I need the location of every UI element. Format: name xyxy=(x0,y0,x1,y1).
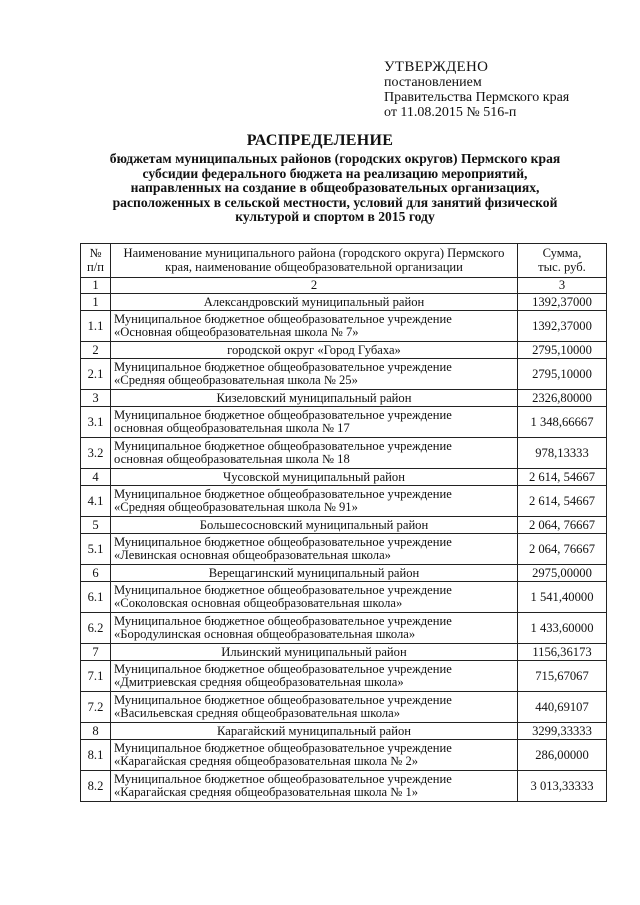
school-row xyxy=(81,661,607,692)
row-sum: 2 614, 54667 xyxy=(518,486,607,517)
school-row xyxy=(81,692,607,723)
name-line: «Левинская основная общеобразовательная школа» xyxy=(114,548,391,563)
row-sum: 2 064, 76667 xyxy=(518,517,607,534)
approval-block xyxy=(384,60,569,120)
district-row xyxy=(81,469,607,486)
name-line: Муниципальное бюджетное общеобразовательное учреждение xyxy=(114,662,452,676)
school-name xyxy=(111,438,518,469)
name-line: «Средняя общеобразовательная школа № 91» xyxy=(114,500,358,515)
row-number: 6.1 xyxy=(81,582,111,613)
name-line: Большесосновский муниципальный район xyxy=(199,517,429,532)
row-sum: 2975,00000 xyxy=(518,565,607,582)
distribution-table xyxy=(80,243,607,802)
row-sum: 1 541,40000 xyxy=(518,582,607,613)
row-number: 8.2 xyxy=(81,771,111,802)
row-sum: 715,67067 xyxy=(518,661,607,692)
row-sum: 2795,10000 xyxy=(518,342,607,359)
name-line: Муниципальное бюджетное общеобразовательное учреждение xyxy=(114,360,452,374)
school-row xyxy=(81,740,607,771)
row-number: 3.1 xyxy=(81,407,111,438)
school-row xyxy=(81,582,607,613)
subtitle-line: бюджетам муниципальных районов (городских округов) Пермского края xyxy=(109,151,561,166)
row-sum: 1 433,60000 xyxy=(518,613,607,644)
name-line: Ильинский муниципальный район xyxy=(221,644,407,659)
name-line: Верещагинский муниципальный район xyxy=(208,565,420,580)
row-number: 6 xyxy=(81,565,111,582)
name-line: «Дмитриевская средняя общеобразовательная школа» xyxy=(114,675,404,690)
row-sum: 2 614, 54667 xyxy=(518,469,607,486)
name-line: Муниципальное бюджетное общеобразовательное учреждение xyxy=(114,614,452,628)
name-line: «Карагайская средняя общеобразовательная школа № 2» xyxy=(114,754,419,769)
district-name xyxy=(111,294,518,311)
school-name xyxy=(111,486,518,517)
document-title: РАСПРЕДЕЛЕНИЕ xyxy=(246,132,394,149)
row-sum: 440,69107 xyxy=(518,692,607,723)
school-row xyxy=(81,438,607,469)
school-row xyxy=(81,486,607,517)
row-number: 6.2 xyxy=(81,613,111,644)
header-sum-line: тыс. руб. xyxy=(538,259,586,274)
row-sum: 2326,80000 xyxy=(518,390,607,407)
school-name xyxy=(111,534,518,565)
name-line: Муниципальное бюджетное общеобразовательное учреждение xyxy=(114,535,452,549)
school-row xyxy=(81,311,607,342)
header-sum xyxy=(518,244,607,278)
row-sum: 1392,37000 xyxy=(518,311,607,342)
subtitle-line: направленных на создание в общеобразовательных организациях, xyxy=(130,180,540,196)
school-name xyxy=(111,311,518,342)
school-row xyxy=(81,407,607,438)
column-index-cell: 1 xyxy=(81,278,111,294)
district-row xyxy=(81,342,607,359)
table-header-row xyxy=(81,244,607,278)
name-line: основная общеобразовательная школа № 18 xyxy=(114,452,350,467)
row-number: 3.2 xyxy=(81,438,111,469)
name-line: «Бородулинская основная общеобразовательная школа» xyxy=(114,627,416,642)
school-name xyxy=(111,407,518,438)
subtitle-line: субсидии федерального бюджета на реализацию мероприятий, xyxy=(142,165,528,181)
district-name xyxy=(111,565,518,582)
name-line: Муниципальное бюджетное общеобразовательное учреждение xyxy=(114,487,452,501)
row-number: 7 xyxy=(81,644,111,661)
school-row xyxy=(81,534,607,565)
district-row xyxy=(81,517,607,534)
row-number: 2 xyxy=(81,342,111,359)
name-line: Муниципальное бюджетное общеобразовательное учреждение xyxy=(114,583,452,597)
row-number: 7.1 xyxy=(81,661,111,692)
school-name xyxy=(111,692,518,723)
approval-resolution-label: постановлением xyxy=(384,75,482,90)
row-sum: 1 348,66667 xyxy=(518,407,607,438)
name-line: «Васильевская средняя общеобразовательная школа» xyxy=(114,706,401,721)
name-line: «Основная общеобразовательная школа № 7» xyxy=(114,325,359,340)
name-line: Муниципальное бюджетное общеобразовательное учреждение xyxy=(114,693,452,707)
column-index-row xyxy=(81,278,607,294)
school-name xyxy=(111,661,518,692)
school-name xyxy=(111,582,518,613)
header-sum-line: Сумма, xyxy=(542,246,582,261)
row-sum: 2 064, 76667 xyxy=(518,534,607,565)
name-line: «Карагайская средняя общеобразовательная школа № 1» xyxy=(114,785,419,800)
name-line: Муниципальное бюджетное общеобразовательное учреждение xyxy=(114,408,452,422)
name-line: Кизеловский муниципальный район xyxy=(216,390,412,405)
school-name xyxy=(111,359,518,390)
district-name xyxy=(111,469,518,486)
district-row xyxy=(81,390,607,407)
column-index-cell: 3 xyxy=(518,278,607,294)
row-sum: 3 013,33333 xyxy=(518,771,607,802)
row-number: 7.2 xyxy=(81,692,111,723)
district-row xyxy=(81,294,607,311)
name-line: Муниципальное бюджетное общеобразовательное учреждение xyxy=(114,439,452,453)
header-num xyxy=(81,244,111,278)
row-sum: 1392,37000 xyxy=(518,294,607,311)
table-body xyxy=(81,244,607,802)
row-number: 3 xyxy=(81,390,111,407)
row-number: 8 xyxy=(81,723,111,740)
row-sum: 978,13333 xyxy=(518,438,607,469)
district-name xyxy=(111,517,518,534)
district-name xyxy=(111,723,518,740)
approval-date-number: от 11.08.2015 № 516-п xyxy=(384,105,517,120)
row-number: 8.1 xyxy=(81,740,111,771)
school-row xyxy=(81,771,607,802)
row-sum: 286,00000 xyxy=(518,740,607,771)
name-line: Муниципальное бюджетное общеобразовательное учреждение xyxy=(114,741,452,755)
school-name xyxy=(111,771,518,802)
name-line: «Средняя общеобразовательная школа № 25» xyxy=(114,373,358,388)
school-row xyxy=(81,359,607,390)
row-sum: 3299,33333 xyxy=(518,723,607,740)
name-line: Чусовской муниципальный район xyxy=(223,469,405,484)
school-name xyxy=(111,613,518,644)
district-name xyxy=(111,644,518,661)
row-sum: 2795,10000 xyxy=(518,359,607,390)
name-line: Александровский муниципальный район xyxy=(203,294,425,309)
approval-authority: Правительства Пермского края xyxy=(384,90,570,105)
subtitle-line: культурой и спортом в 2015 году xyxy=(235,209,435,225)
header-name xyxy=(111,244,518,278)
header-name-line: края, наименование общеобразовательной организации xyxy=(165,259,463,274)
row-number: 2.1 xyxy=(81,359,111,390)
row-number: 1 xyxy=(81,294,111,311)
row-number: 5 xyxy=(81,517,111,534)
district-name xyxy=(111,390,518,407)
row-sum: 1156,36173 xyxy=(518,644,607,661)
name-line: основная общеобразовательная школа № 17 xyxy=(114,421,350,436)
district-row xyxy=(81,565,607,582)
header-num-line: п/п xyxy=(87,259,104,274)
row-number: 5.1 xyxy=(81,534,111,565)
name-line: Муниципальное бюджетное общеобразовательное учреждение xyxy=(114,772,452,786)
row-number: 4.1 xyxy=(81,486,111,517)
district-row xyxy=(81,644,607,661)
district-row xyxy=(81,723,607,740)
name-line: Карагайский муниципальный район xyxy=(217,723,411,738)
name-line: «Соколовская основная общеобразовательная школа» xyxy=(114,596,403,611)
header-num-line: № xyxy=(89,246,102,261)
column-index-cell: 2 xyxy=(111,278,518,294)
header-name-line: Наименование муниципального района (городского округа) Пермского xyxy=(123,246,505,261)
row-number: 1.1 xyxy=(81,311,111,342)
document-subtitle xyxy=(70,152,600,225)
subtitle-line: расположенных в сельской местности, условий для занятий физической xyxy=(112,194,558,210)
district-name xyxy=(111,342,518,359)
school-name xyxy=(111,740,518,771)
school-row xyxy=(81,613,607,644)
approval-stamp: УТВЕРЖДЕНО xyxy=(384,59,489,75)
name-line: городской округ «Город Губаха» xyxy=(227,342,401,357)
row-number: 4 xyxy=(81,469,111,486)
name-line: Муниципальное бюджетное общеобразовательное учреждение xyxy=(114,312,452,326)
